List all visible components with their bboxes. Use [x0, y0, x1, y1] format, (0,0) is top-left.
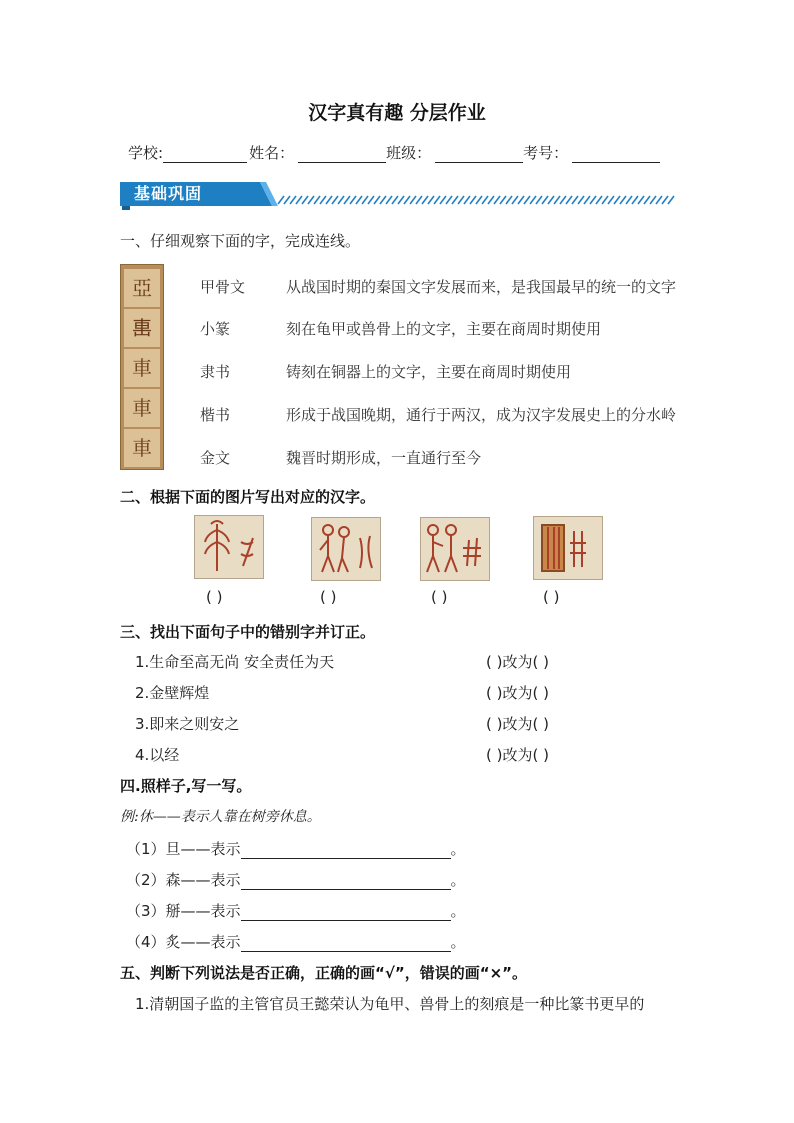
q3-heading: 三、找出下面句子中的错别字并订正。 — [120, 623, 376, 641]
strip-char-2: 𨊥 — [124, 309, 160, 347]
pictograph-3-graphic — [421, 518, 489, 580]
banner-stripes — [278, 196, 674, 204]
script-name[interactable]: 金文 — [200, 449, 231, 467]
q4-item-row — [126, 931, 466, 952]
q5-item: 1.清朝国子监的主管官员王懿荣认为龟甲、兽骨上的刻痕是一种比篆书更早的 — [135, 995, 645, 1013]
q4-end-mark: 。 — [450, 871, 466, 889]
q4-item-row — [126, 869, 466, 890]
q2-answer-blank[interactable]: ( ) — [320, 588, 337, 606]
school-blank[interactable] — [163, 146, 247, 163]
section-banner — [120, 176, 680, 210]
class-blank[interactable] — [435, 146, 523, 163]
script-name[interactable]: 隶书 — [200, 363, 231, 381]
q3-item: 1.生命至高无尚 安全责任为天 — [135, 653, 335, 671]
script-name[interactable]: 甲骨文 — [200, 278, 246, 296]
q2-answer-blank[interactable]: ( ) — [543, 588, 560, 606]
strip-char-1: 亞 — [124, 269, 160, 307]
q3-item: 4.以经 — [135, 746, 180, 764]
script-name[interactable]: 楷书 — [200, 406, 231, 424]
pictograph-4-graphic — [534, 517, 602, 579]
q1-heading: 一、仔细观察下面的字，完成连线。 — [120, 232, 361, 250]
script-name[interactable]: 小篆 — [200, 320, 231, 338]
strip-char-5: 車 — [124, 429, 160, 467]
q4-item-row — [126, 838, 466, 859]
pictograph-image-2 — [311, 517, 381, 581]
q5-heading: 五、判断下列说法是否正确，正确的画“√”，错误的画“×”。 — [120, 964, 528, 982]
script-description[interactable]: 从战国时期的秦国文字发展而来，是我国最早的统一的文字 — [286, 278, 677, 296]
q4-example: 例:休——表示人靠在树旁休息。 — [120, 809, 321, 825]
banner-label: 基础巩固 — [134, 184, 203, 203]
student-info-line — [128, 142, 660, 163]
script-evolution-image — [120, 264, 164, 470]
q3-item: 3.即来之则安之 — [135, 715, 240, 733]
q4-end-mark: 。 — [450, 933, 466, 951]
script-description[interactable]: 刻在龟甲或兽骨上的文字，主要在商周时期使用 — [286, 320, 602, 338]
q3-correction-blank[interactable]: ( )改为( ) — [486, 715, 549, 733]
q3-correction-blank[interactable]: ( )改为( ) — [486, 746, 549, 764]
q2-answer-blank[interactable]: ( ) — [431, 588, 448, 606]
page-title: 汉字真有趣 分层作业 — [308, 102, 486, 124]
class-label: 班级： — [386, 144, 432, 162]
banner-graphic — [120, 176, 680, 210]
q4-item-label: （4）炙——表示 — [126, 933, 241, 951]
q4-item-label: （3）掰——表示 — [126, 902, 241, 920]
banner-fold — [122, 206, 130, 210]
pictograph-1-graphic — [195, 516, 263, 578]
q4-answer-line[interactable] — [241, 875, 451, 890]
q4-item-label: （1）旦——表示 — [126, 840, 241, 858]
exam-label: 考号： — [523, 144, 569, 162]
q4-heading: 四.照样子,写一写。 — [120, 777, 252, 795]
q3-correction-blank[interactable]: ( )改为( ) — [486, 653, 549, 671]
script-description[interactable]: 铸刻在铜器上的文字，主要在商周时期使用 — [286, 363, 572, 381]
q4-answer-line[interactable] — [241, 844, 451, 859]
q3-correction-blank[interactable]: ( )改为( ) — [486, 684, 549, 702]
q2-heading: 二、根据下面的图片写出对应的汉字。 — [120, 488, 376, 506]
q4-answer-line[interactable] — [241, 937, 451, 952]
name-blank[interactable] — [298, 146, 386, 163]
strip-char-4: 車 — [124, 389, 160, 427]
q2-answer-blank[interactable]: ( ) — [206, 588, 223, 606]
school-label: 学校: — [128, 144, 164, 162]
pictograph-2-graphic — [312, 518, 380, 580]
exam-blank[interactable] — [572, 146, 660, 163]
name-label: 姓名： — [249, 144, 295, 162]
q4-answer-line[interactable] — [241, 906, 451, 921]
pictograph-image-3 — [420, 517, 490, 581]
q4-end-mark: 。 — [450, 902, 466, 920]
q4-item-row — [126, 900, 466, 921]
strip-char-3: 車 — [124, 349, 160, 387]
q4-end-mark: 。 — [450, 840, 466, 858]
pictograph-image-4 — [533, 516, 603, 580]
pictograph-image-1 — [194, 515, 264, 579]
q4-item-label: （2）森——表示 — [126, 871, 241, 889]
script-description[interactable]: 魏晋时期形成，一直通行至今 — [286, 449, 482, 467]
script-description[interactable]: 形成于战国晚期，通行于两汉，成为汉字发展史上的分水岭 — [286, 406, 677, 424]
q3-item: 2.金壁辉煌 — [135, 684, 210, 702]
